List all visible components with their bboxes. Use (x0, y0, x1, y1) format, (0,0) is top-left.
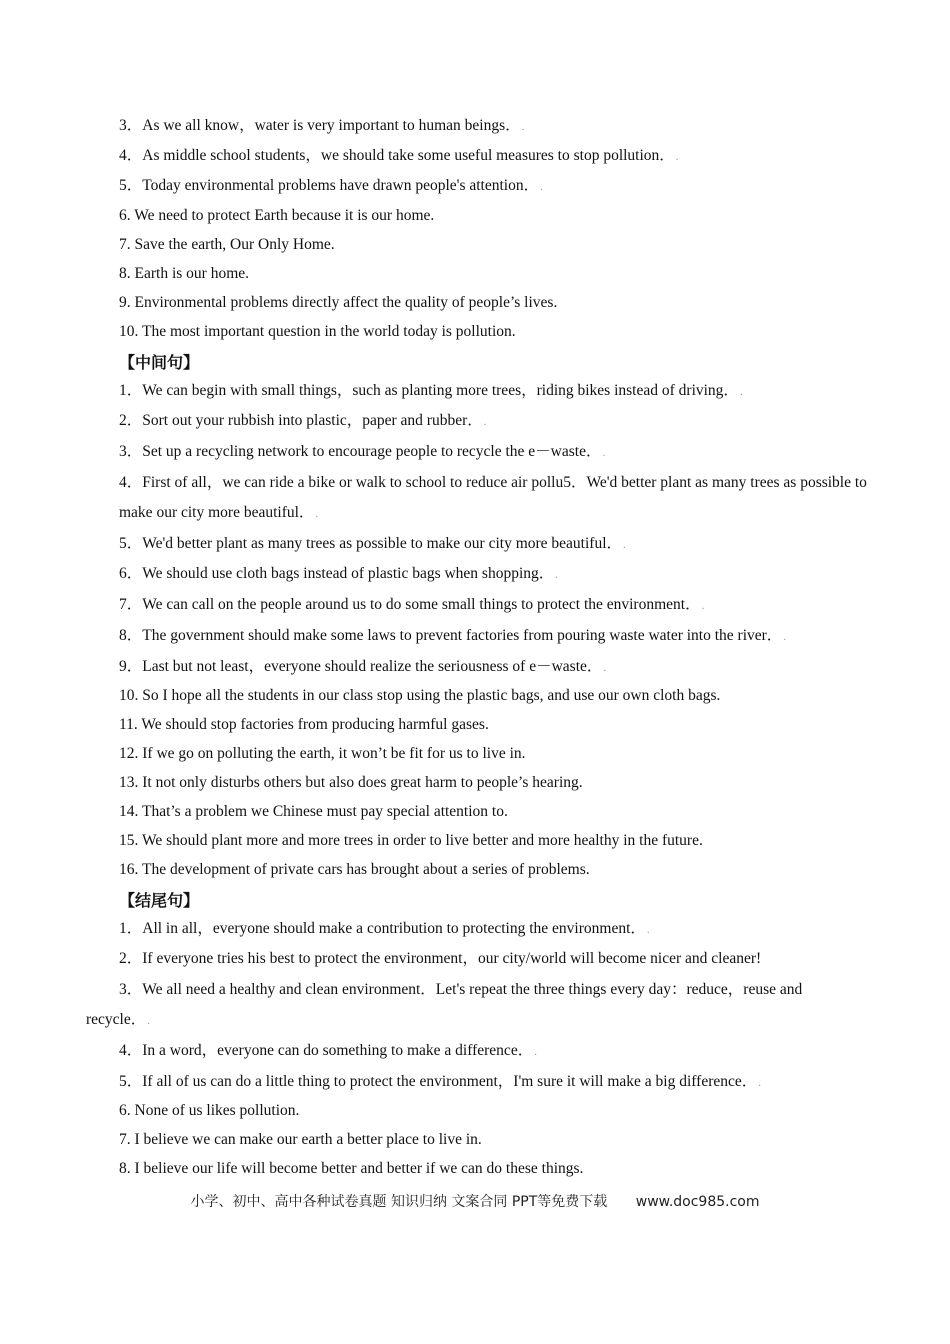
list-item: 1．We can begin with small things，such as planting more trees，riding bikes instead of driving．. (119, 382, 743, 399)
list-item: 5．We'd better plant as many trees as possible to make our city more beautiful．. (119, 535, 626, 552)
list-item: 5．Today environmental problems have drawn people's attention．. (119, 177, 543, 194)
list-item: 14. That’s a problem we Chinese must pay special attention to. (119, 803, 508, 820)
list-item: 8. I believe our life will become better and better if we can do these things. (119, 1160, 584, 1177)
list-item: 12. If we go on polluting the earth, it won’t be fit for us to live in. (119, 745, 526, 762)
list-item: 11. We should stop factories from producing harmful gases. (119, 716, 489, 733)
footer-link[interactable]: www.doc985.com (635, 1194, 760, 1210)
list-item: 6．We should use cloth bags instead of plastic bags when shopping．. (119, 565, 559, 582)
list-item: 3．We all need a healthy and clean environment．Let's repeat the three things every day：reduce，reuse and recycle．. (86, 981, 803, 1028)
list-item: 2．If everyone tries his best to protect the environment，our city/world will become nicer and cleaner! (119, 950, 762, 967)
list-item: 6. None of us likes pollution. (119, 1102, 300, 1119)
list-item: 9. Environmental problems directly affect the quality of people’s lives. (119, 294, 558, 311)
list-item: 10. The most important question in the world today is pollution. (119, 323, 516, 340)
list-item: 13. It not only disturbs others but also does great harm to people’s hearing. (119, 774, 583, 791)
footer-text: 小学、初中、高中各种试卷真题 知识归纳 文案合同 PPT等免费下载 (190, 1194, 608, 1210)
list-item: 8．The government should make some laws to prevent factories from pouring waste water into the river．. (119, 627, 787, 644)
list-item: 7．We can call on the people around us to do some small things to protect the environment．. (119, 596, 705, 613)
list-item: 6. We need to protect Earth because it is our home. (119, 207, 435, 224)
list-item: 3．Set up a recycling network to encourage people to recycle the e－waste．. (119, 443, 606, 460)
list-item: 3．As we all know，water is very important to human beings．. (119, 117, 525, 134)
section-heading-ending: 【结尾句】 (119, 891, 200, 910)
list-item: 4．In a word，everyone can do something to make a difference．. (119, 1042, 537, 1059)
list-item: 5．If all of us can do a little thing to protect the environment，I'm sure it will make a big difference．. (119, 1073, 762, 1090)
list-item: 15. We should plant more and more trees in order to live better and more healthy in the future. (119, 832, 703, 849)
section-heading-middle: 【中间句】 (119, 353, 200, 372)
list-item: 4．As middle school students，we should take some useful measures to stop pollution．. (119, 147, 679, 164)
list-item: 9．Last but not least，everyone should realize the seriousness of e－waste．. (119, 658, 607, 675)
list-item: 1．All in all，everyone should make a contribution to protecting the environment．. (119, 920, 650, 937)
list-item: 10. So I hope all the students in our class stop using the plastic bags, and use our own cloth bags. (119, 687, 721, 704)
page-footer (0, 1191, 950, 1211)
list-item: 16. The development of private cars has brought about a series of problems. (119, 861, 590, 878)
list-item: 8. Earth is our home. (119, 265, 250, 282)
list-item: 2．Sort out your rubbish into plastic，paper and rubber．. (119, 412, 487, 429)
list-item: 7. I believe we can make our earth a better place to live in. (119, 1131, 482, 1148)
list-item: 4．First of all，we can ride a bike or walk to school to reduce air pollu5．We'd better plant as many trees as possible to make our city more beautiful．. (119, 474, 867, 521)
list-item: 7. Save the earth, Our Only Home. (119, 236, 335, 253)
